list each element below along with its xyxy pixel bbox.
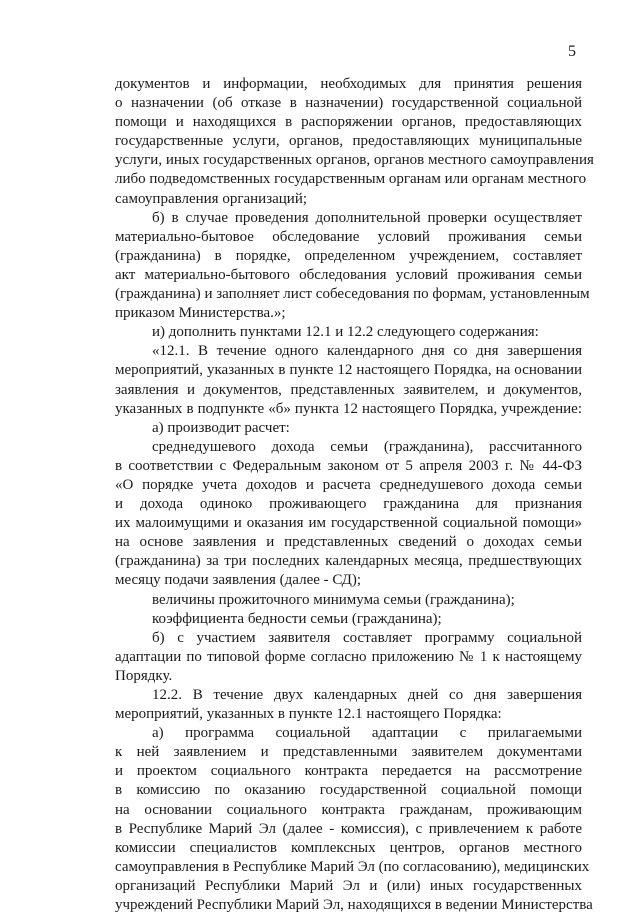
text-line: мероприятий, указанных в пункте 12.1 настоящего Порядка: [115, 706, 502, 723]
text-line: (гражданина) за три последних календарных месяца, предшествующих [115, 553, 582, 570]
text-line: адаптации по типовой форме согласно приложению № 1 к настоящему [115, 648, 582, 665]
text-line: услуги, иных государственных органов, органов местного самоуправления [115, 152, 594, 169]
text-line: помощи и находящихся в распоряжении органов, предоставляющих [115, 114, 582, 131]
text-line: о назначении (об отказе в назначении) государственной социальной [115, 95, 582, 112]
text-line: в Республике Марий Эл (далее - комиссия), с привлечением к работе [115, 820, 582, 837]
text-line: самоуправления организаций; [115, 190, 308, 207]
text-line: приказом Министерства.»; [115, 305, 286, 322]
document-body [115, 75, 594, 915]
text-line: а) программа социальной адаптации с прилагаемыми [152, 725, 582, 742]
text-line: (гражданина) и заполняет лист собеседования по формам, установленным [115, 286, 590, 303]
text-line: и проектом социального контракта передается на рассмотрение [115, 763, 582, 780]
text-line: комиссии специалистов комплексных центров, органов местного [115, 839, 582, 856]
text-line: среднедушевого дохода семьи (гражданина), рассчитанного [152, 438, 582, 455]
text-line: месяцу подачи заявления (далее - СД); [115, 572, 362, 589]
text-line: материально-бытовое обследование условий проживания семьи [115, 228, 582, 245]
text-line: и дохода одиноко проживающего гражданина для признания [115, 496, 582, 513]
text-line: б) в случае проведения дополнительной проверки осуществляет [152, 209, 582, 226]
text-line: в соответствии с Федеральным законом от 5 апреля 2003 г. № 44-ФЗ [115, 457, 582, 474]
text-line: заявления и документов, представленных заявителем, и документов, [115, 381, 582, 398]
text-line: в комиссию по оказанию государственной социальной помощи [115, 782, 582, 799]
text-line: организаций Республики Марий Эл и (или) иных государственных [115, 877, 582, 894]
text-line: на основании социального контракта гражданам, проживающим [115, 801, 582, 818]
text-line: акт материально-бытового обследования условий проживания семьи [115, 266, 582, 283]
text-line: коэффициента бедности семьи (гражданина); [152, 610, 442, 627]
text-line: мероприятий, указанных в пункте 12 настоящего Порядка, на основании [115, 362, 582, 379]
text-line: к ней заявлением и представленными заявителем документами [115, 744, 582, 761]
text-line: учреждений Республики Марий Эл, находящихся в ведении Министерства [115, 897, 593, 914]
text-line: самоуправления в Республике Марий Эл (по согласованию), медицинских [115, 858, 590, 875]
text-line: 12.2. В течение двух календарных дней со дня завершения [152, 687, 582, 703]
text-line: (гражданина) в порядке, определенном учреждением, составляет [115, 247, 582, 264]
text-line: документов и информации, необходимых для принятия решения [115, 76, 582, 92]
text-line: на основе заявления и представленных сведений о доходах семьи [115, 534, 582, 551]
text-line: б) с участием заявителя составляет программу социальной [152, 629, 582, 646]
text-line: либо подведомственных государственным органам или органам местного [115, 171, 587, 188]
text-line: «12.1. В течение одного календарного дня со дня завершения [152, 343, 582, 360]
text-line: а) производит расчет: [152, 419, 290, 436]
text-line: величины прожиточного минимума семьи (гражданина); [152, 591, 515, 608]
page-number: 5 [568, 43, 576, 60]
text-line: их малоимущими и оказания им государственной социальной помощи» [115, 515, 582, 532]
text-line: Порядку. [115, 667, 173, 684]
text-line: государственные услуги, органов, предоставляющих муниципальные [115, 133, 582, 150]
text-line: «О порядке учета доходов и расчета среднедушевого дохода семьи [115, 476, 582, 493]
text-line: и) дополнить пунктами 12.1 и 12.2 следующего содержания: [152, 324, 539, 341]
text-line: указанных в подпункте «б» пункта 12 настоящего Порядка, учреждение: [115, 400, 582, 417]
